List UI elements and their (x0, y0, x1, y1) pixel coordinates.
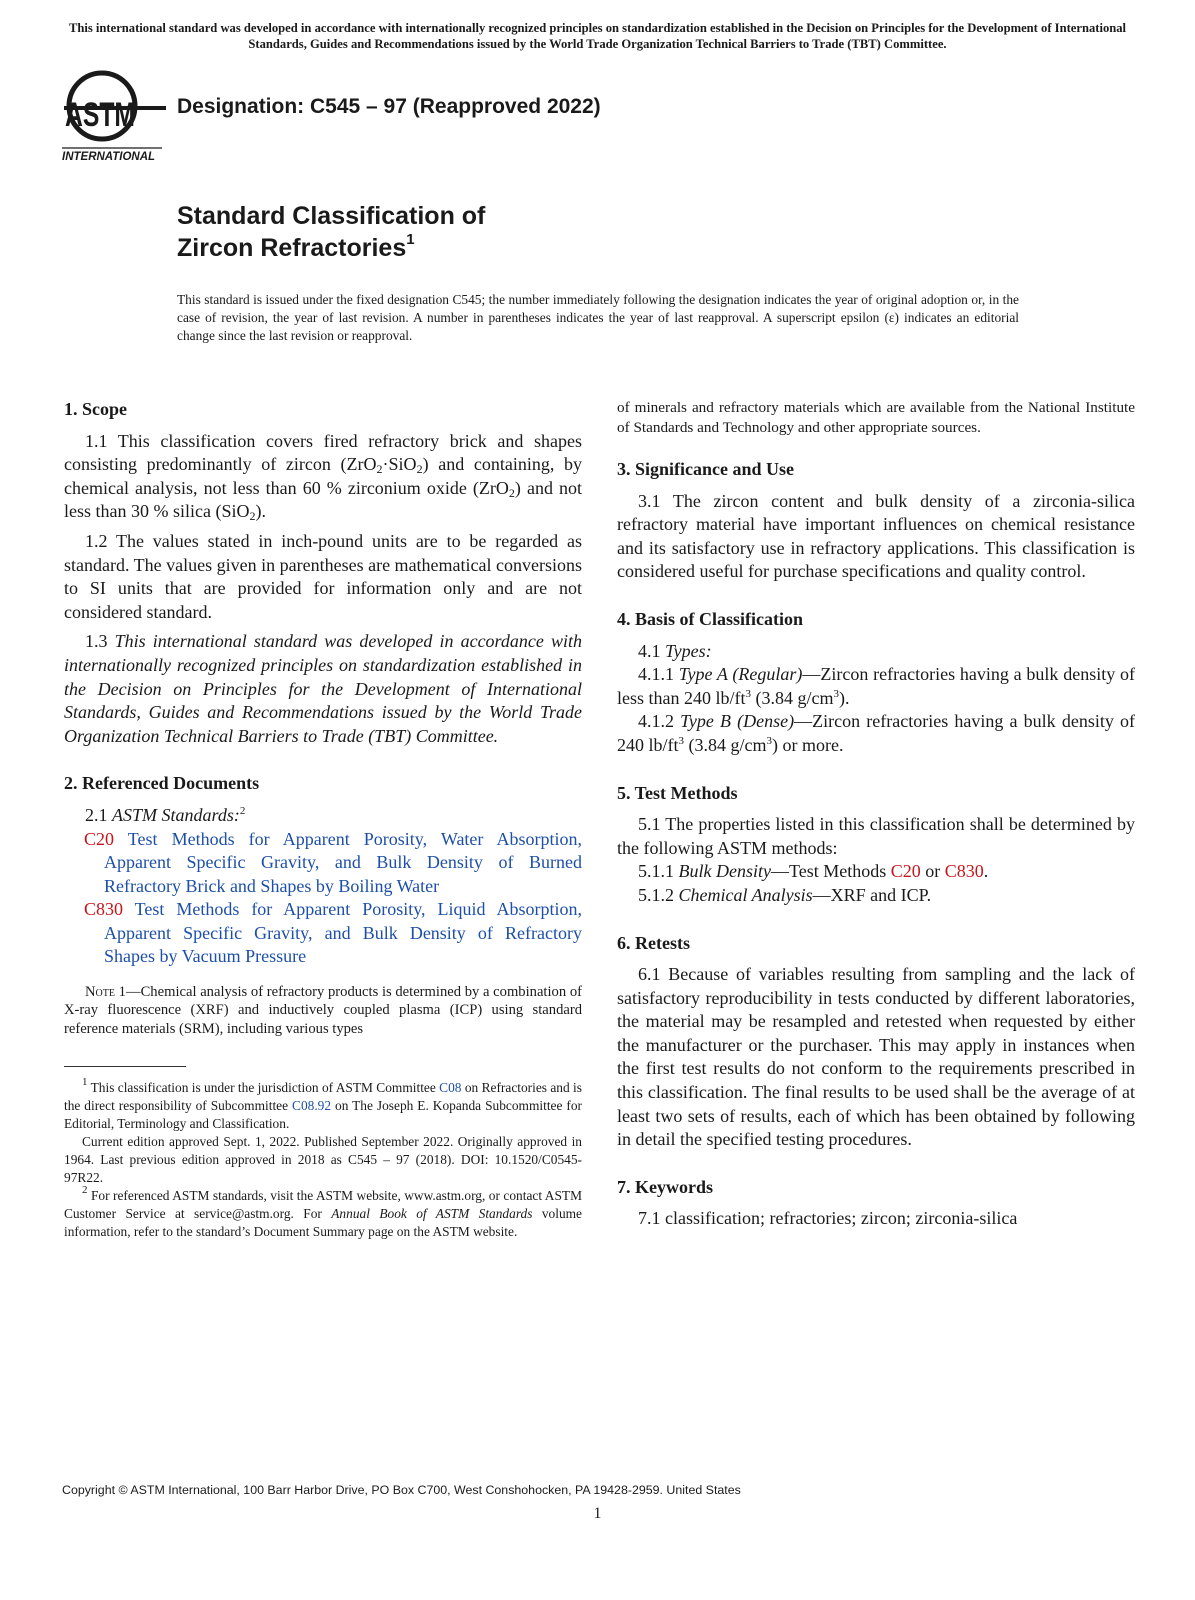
para-7-1: 7.1 classification; refractories; zircon; zirconia-silica (638, 1208, 1018, 1229)
link-c20[interactable]: C20 (84, 828, 115, 849)
left-column (64, 398, 582, 1241)
reference-c20 (64, 828, 582, 899)
logo-caption: INTERNATIONAL (62, 151, 156, 163)
link-c830-title[interactable]: Test Methods for Apparent Porosity, Liquid Absorption, Apparent Specific Gravity, and Bulk Density of Refractory Shapes by Vacuum Pressure (104, 899, 582, 967)
note-1: Note 1—Chemical analysis of refractory products is determined by a combination of X-ray fluorescence (XRF) and inductively coupled plasma (ICP) using standard reference materials (SRM), including various types (64, 984, 582, 1037)
link-c830[interactable]: C830 (84, 899, 124, 920)
footnote-rule (64, 1066, 186, 1067)
section-7-heading: 7. Keywords (617, 1176, 713, 1197)
link-c830-inline[interactable]: C830 (944, 861, 984, 882)
note-1-continued: of minerals and refractory materials which are available from the National Institute of Standards and Technology and other appropriate sources. (617, 399, 1135, 436)
para-4-1-1: 4.1.1 Type A (Regular)—Zircon refractories having a bulk density of less than 240 $lb/ft^3$ (3.84 $g/cm^3$). (617, 664, 1136, 708)
designation: Designation: C545 – 97 (Reapproved 2022) (177, 95, 601, 118)
logo-mark: ASTM (65, 96, 135, 134)
title-line-2: Zircon Refractories (177, 234, 407, 262)
page-title (177, 200, 485, 264)
para-1-2: 1.2 The values stated in inch-pound units are to be regarded as standard. The values given in parentheses are mathematical conversions to SI units that are provided for information only and are not considered standard. (64, 530, 582, 622)
para-4-1: 4.1 Types: (638, 640, 712, 661)
title-line-1: Standard Classification of (177, 202, 486, 230)
para-3-1: 3.1 The zircon content and bulk density of a zirconia-silica refractory material have important influences on chemical resistance and its satisfactory use in refractory applications. This classification is considered useful for purchase specifications and quality control. (617, 490, 1135, 582)
footnote-1: $^1$ This classification is under the jurisdiction of ASTM Committee C08 on Refractories and is the direct responsibility of Subcommittee C08.92 on The Joseph E. Kopanda Subcommittee for Editorial, Terminology and Classification. (64, 1076, 582, 1132)
para-5-1-1: 5.1.1 Bulk Density—Test Methods C20 or C830. (638, 861, 989, 882)
page-number: 1 (593, 1505, 602, 1522)
link-c20-inline[interactable]: C20 (890, 861, 921, 882)
right-column (617, 398, 1135, 1237)
section-4-heading: 4. Basis of Classification (617, 608, 804, 629)
para-2-1: 2.1 ASTM Standards:$^2$ (85, 804, 246, 825)
para-6-1: 6.1 Because of variables resulting from sampling and the lack of satisfactory reproducibility in tests conducted by different laboratories, the material may be resampled and retested when requested by either the manufacturer or the purchaser. This may apply in instances when the first test results do not conform to the requirements prescribed in this classification. The final results to be used shall be the average of at least two sets of results, each of which has been obtained by following in detail the specified testing procedures. (617, 964, 1135, 1150)
footnote-2: $^2$ For referenced ASTM standards, visit the ASTM website, www.astm.org, or contact ASTM Customer Service at service@astm.org. For Annual Book of ASTM Standards volume information, refer to the standard’s Document Summary page on the ASTM website. (64, 1184, 583, 1240)
astm-logo (62, 68, 168, 166)
section-6-heading: 6. Retests (617, 932, 690, 953)
astm-logo-icon (62, 68, 168, 166)
issued-note: This standard is issued under the fixed designation C545; the number immediately following the designation indicates the year of original adoption or, in the case of revision, the year of last revision. A number in parentheses indicates the year of last reapproval. A superscript epsilon (ε) indicates an editorial change since the last revision or reapproval. (177, 292, 1019, 343)
link-c20-title[interactable]: Test Methods for Apparent Porosity, Water Absorption, Apparent Specific Gravity, and Bulk Density of Burned Refractory Brick and Shapes by Boiling Water (104, 828, 582, 896)
para-1-1: 1.1 This classification covers fired refractory brick and shapes consisting predominantly of zircon (ZrO$_2$·SiO$_2$) and containing, by chemical analysis, not less than 60 % zirconium oxide (ZrO$_2$) and not less than 30 % silica (SiO$_2$). (64, 430, 583, 524)
copyright-line: Copyright © ASTM International, 100 Barr Harbor Drive, PO Box C700, West Conshohocken, PA 19428-2959. United States (62, 1483, 741, 1497)
section-2-heading: 2. Referenced Documents (64, 773, 260, 794)
link-c08[interactable]: C08 (439, 1080, 462, 1096)
section-3-heading: 3. Significance and Use (617, 459, 795, 479)
section-5-heading: 5. Test Methods (617, 782, 738, 803)
para-5-1: 5.1 The properties listed in this classification shall be determined by the following ASTM methods: (617, 814, 1135, 858)
para-1-3: 1.3 This international standard was developed in accordance with internationally recognized principles on standardization established in the Decision on Principles for the Development of International Standards, Guides and Recommendations issued by the World Trade Organization Technical Barriers to Trade (TBT) Committee. (64, 631, 582, 746)
link-c08-92[interactable]: C08.92 (292, 1098, 332, 1114)
reference-c830 (64, 898, 582, 969)
wto-banner: This international standard was developed in accordance with internationally recognized principles on standardization established in the Decision on Principles for the Development of International Standards, Guides and Recommendations issued by the World Trade Organization Technical Barriers to Trade (TBT) Committee. (68, 21, 1127, 51)
para-5-1-2: 5.1.2 Chemical Analysis—XRF and ICP. (638, 884, 932, 905)
footnote-1-edition: Current edition approved Sept. 1, 2022. Published September 2022. Originally approved in 1964. Last previous edition approved in 2018 as C545 – 97 (2018). DOI: 10.1520/C0545-97R22. (64, 1134, 582, 1186)
para-4-1-2: 4.1.2 Type B (Dense)—Zircon refractories having a bulk density of 240 $lb/ft^3$ (3.84 $g/cm^3$) or more. (617, 711, 1136, 755)
section-1-heading: 1. Scope (64, 399, 127, 419)
title-footnote-mark: 1 (406, 231, 415, 248)
